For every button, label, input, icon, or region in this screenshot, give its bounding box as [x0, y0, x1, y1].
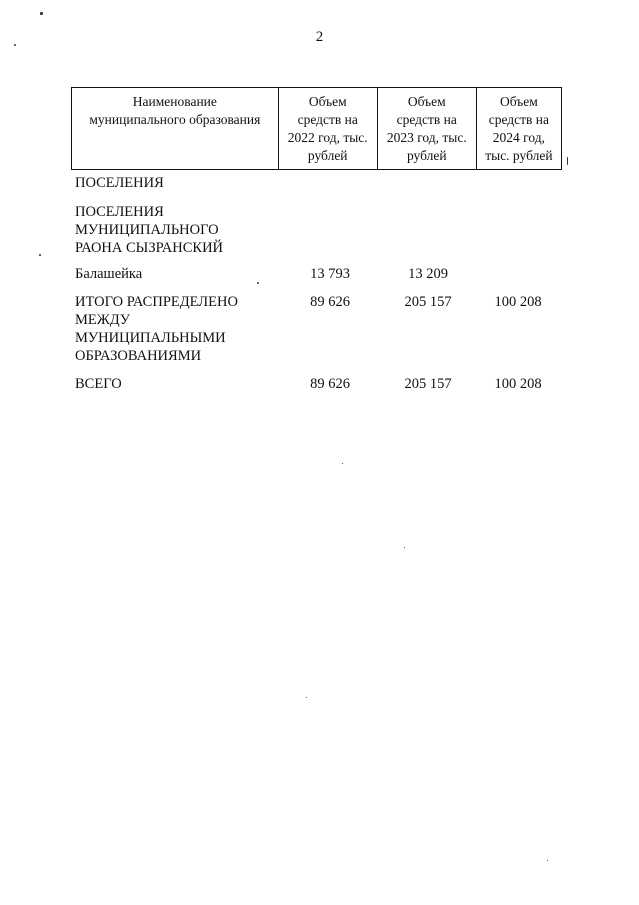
scan-speck [257, 282, 259, 284]
row-name-line: МЕЖДУ [75, 312, 131, 328]
row-name-line: МУНИЦИПАЛЬНОГО [75, 222, 219, 238]
header-line: Объем [499, 94, 538, 109]
header-line: рублей [307, 148, 348, 163]
scan-speck [404, 547, 405, 548]
header-line: муниципального образования [89, 112, 261, 127]
table-header [71, 87, 562, 170]
table-row [75, 203, 223, 257]
table-row [75, 265, 142, 283]
table-row [75, 174, 164, 192]
header-line: 2024 год, [492, 130, 545, 145]
value-2022: 89 626 [310, 376, 350, 392]
value-2023: 205 157 [404, 294, 452, 310]
header-line: Объем [308, 94, 347, 109]
header-funds-2023 [377, 88, 476, 170]
header-funds-2024 [476, 88, 561, 170]
row-name-line: ИТОГО РАСПРЕДЕЛЕНО [75, 294, 238, 310]
value-2024: 100 208 [494, 294, 542, 310]
value-2024: 100 208 [494, 376, 542, 392]
header-municipality-name [72, 88, 279, 170]
value-2022: 89 626 [310, 294, 350, 310]
page-number: 2 [315, 29, 324, 45]
header-line: средств на [297, 112, 358, 127]
header-line: тыс. рублей [485, 148, 553, 163]
row-name-line: РАОНА СЫЗРАНСКИЙ [75, 240, 224, 256]
scan-speck [40, 12, 43, 15]
row-name-line: ПОСЕЛЕНИЯ [75, 175, 164, 191]
scan-speck [14, 44, 16, 46]
header-line: средств на [396, 112, 457, 127]
header-line: 2022 год, тыс. [287, 130, 368, 145]
row-name-line: ПОСЕЛЕНИЯ [75, 204, 164, 220]
value-2023: 13 209 [408, 266, 448, 282]
row-name-line: ВСЕГО [75, 376, 122, 392]
header-line: 2023 год, тыс. [386, 130, 467, 145]
value-2023: 205 157 [404, 376, 452, 392]
row-name-line: Балашейка [75, 266, 143, 282]
table-header-row [72, 88, 562, 170]
header-line: Наименование [132, 94, 217, 109]
scan-speck [567, 157, 568, 165]
scan-speck [39, 254, 41, 256]
table-row [75, 293, 238, 365]
scan-speck [342, 463, 343, 464]
scan-speck [306, 697, 307, 698]
value-2022: 13 793 [310, 266, 350, 282]
row-name-line: ОБРАЗОВАНИЯМИ [75, 348, 202, 364]
header-line: рублей [406, 148, 447, 163]
table-row [75, 375, 122, 393]
header-line: средств на [488, 112, 550, 127]
scan-speck [547, 860, 548, 861]
header-funds-2022 [278, 88, 377, 170]
row-name-line: МУНИЦИПАЛЬНЫМИ [75, 330, 226, 346]
header-line: Объем [407, 94, 446, 109]
